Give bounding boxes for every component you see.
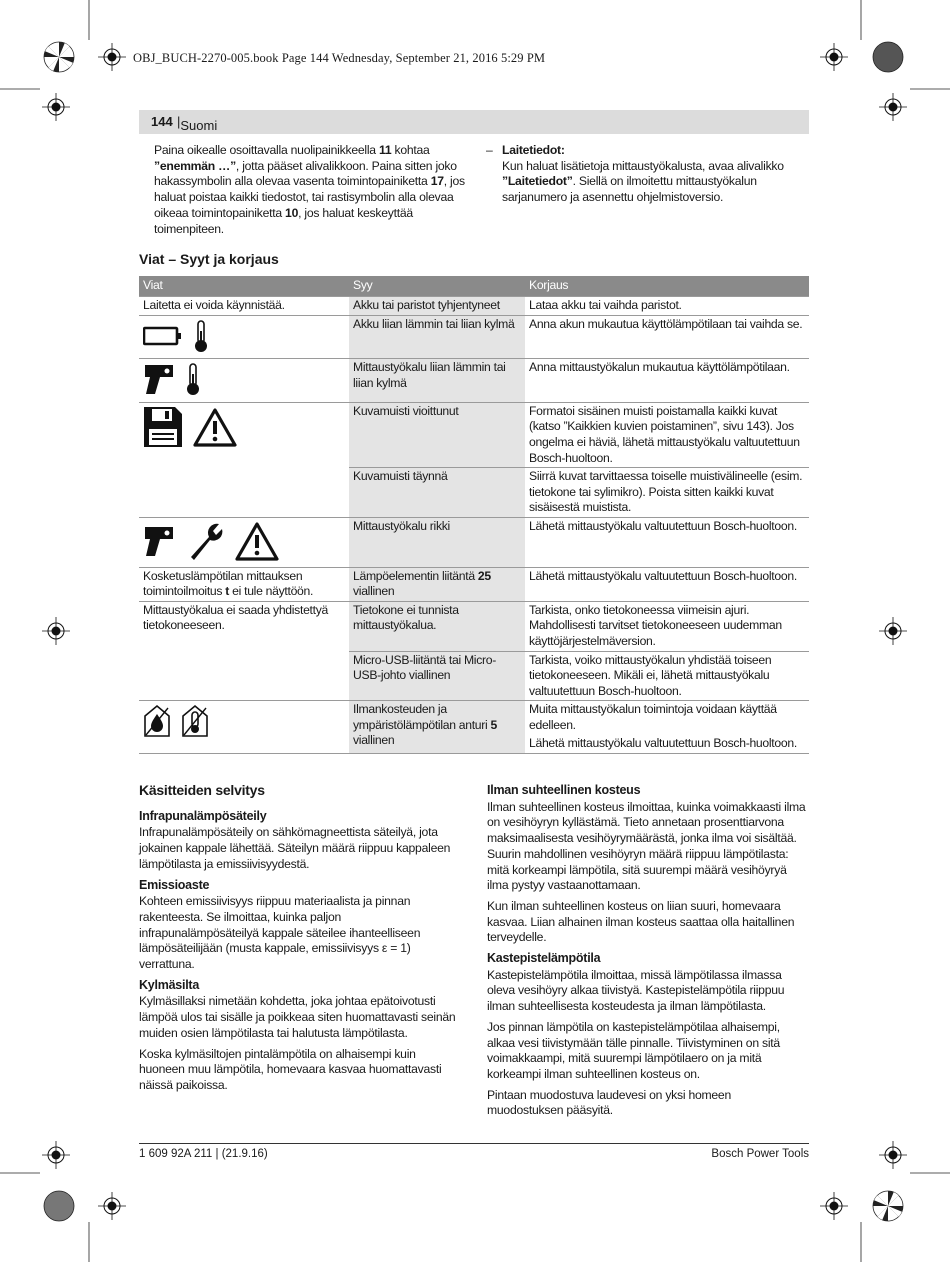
text-segment: Tarkista, voiko mittaustyökalun yhdistää toiseen tietokoneeseen. Mikäli ei, lähetä mittaustyökalu valtuutettuun Bosch-huoltoon.	[529, 652, 772, 698]
footer-brand: Bosch Power Tools	[711, 1148, 809, 1160]
battery-icon	[143, 325, 183, 352]
text-segment: Mittaustyökalua ei saada yhdistettyä tietokoneeseen.	[143, 602, 328, 633]
table-row	[139, 297, 809, 316]
page-number: 144	[151, 114, 173, 129]
cell-syy	[349, 601, 525, 651]
definition-paragraph	[487, 800, 809, 894]
footer-doc-number: 1 609 92A 211 | (21.9.16)	[139, 1148, 268, 1160]
text-segment: Tarkista, onko tietokoneessa viimeisin ajuri. Mahdollisesti tarvitset tietokoneeseen uudemman käyttöjärjestelmäversion.	[529, 602, 782, 648]
humidity-sensor-icon	[143, 704, 171, 743]
cell-syy	[349, 297, 525, 316]
table-row	[139, 517, 809, 567]
cell-viat	[139, 601, 349, 701]
cell-syy	[349, 359, 525, 403]
bold-text: t	[225, 584, 230, 599]
text-segment: Laitetta ei voida käynnistää.	[143, 298, 285, 312]
definition-paragraph	[139, 994, 463, 1041]
faults-table	[139, 276, 809, 754]
measuring-tool-icon	[143, 362, 175, 401]
cell-syy	[349, 517, 525, 567]
remedy-text	[529, 569, 805, 585]
header-viat: Viat	[139, 276, 349, 297]
definitions-right-body	[487, 783, 809, 1119]
definition-heading: Ilman suhteellinen kosteus	[487, 783, 641, 797]
text-segment: Kun ilman suhteellinen kosteus on liian suuri, homevaara kasvaa. Liian alhainen ilman kosteus saattaa olla haitallinen terveydelle.	[487, 898, 795, 945]
text-segment: Paina oikealle osoittavalla nuolipainikkeella	[154, 143, 379, 157]
cell-korjaus	[525, 651, 809, 701]
floppy-disk-icon	[143, 406, 183, 453]
definition-paragraph	[487, 1088, 809, 1119]
cell-viat	[139, 402, 349, 517]
remedy-text	[529, 702, 805, 733]
remedy-text	[529, 736, 805, 752]
definition-heading: Kastepistelämpötila	[487, 951, 601, 966]
definition-paragraph	[139, 825, 463, 872]
text-segment: Pintaan muodostuva laudevesi on yksi homeen muodostuksen pääsyitä.	[487, 1087, 731, 1118]
book-info-line: OBJ_BUCH-2270-005.book Page 144 Wednesday, September 21, 2016 5:29 PM	[133, 51, 546, 65]
header-syy: Syy	[349, 276, 525, 297]
bold-text: 10	[285, 205, 299, 220]
cell-korjaus	[525, 468, 809, 518]
text-segment: Mittaustyökalu rikki	[353, 518, 450, 533]
language-label: Suomi	[180, 118, 218, 133]
text-segment: Akku tai paristot tyhjentyneet	[353, 298, 500, 312]
fault-icons	[143, 360, 345, 401]
text-segment: Jos pinnan lämpötila on kastepistelämpötilaa alhaisempi, alkaa vesi tiivistymään tälle pinnalle. Tiivistyminen on sitä voimakkaampi, mitä suurempi lämpötilaero on ja mitä korkeampi ilman suhteellinen kosteus on.	[487, 1019, 780, 1081]
fault-icons	[143, 702, 345, 743]
text-segment: Formatoi sisäinen muisti poistamalla kaikki kuvat (katso ”Kaikkien kuvien poistaminen”, sivu 143). Jos ongelma ei häviä, lähetä mittaustyökalu valtuutettuun Bosch-huoltoon.	[529, 403, 800, 465]
text-segment: ei tule näyttöön.	[229, 584, 314, 599]
definitions-left-column	[139, 783, 463, 1099]
text-segment: Kylmäsillaksi nimetään kohdetta, joka johtaa epätoivotusti lämpöä ulos tai sisälle ja poikkeaa siten huomattavasti seinän muiden osien lämpötilasta tai halutusta lämpötilasta.	[139, 994, 456, 1040]
cell-syy	[349, 315, 525, 359]
cell-syy	[349, 651, 525, 701]
remedy-text	[529, 298, 805, 314]
text-segment: viallinen	[353, 733, 395, 748]
text-segment: viallinen	[353, 584, 395, 599]
table-row	[139, 601, 809, 651]
text-segment: Siirrä kuvat tarvittaessa toiselle muistivälineelle (esim. tietokone tai sylimikro). Poista sitten kaikki kuvat sisäisestä muistista.	[529, 469, 803, 515]
remedy-text	[529, 653, 805, 700]
table-header-row	[139, 276, 809, 297]
cell-korjaus	[525, 402, 809, 467]
text-segment: , jotta pääset alivalikkoon. Paina sitten joko hakassymbolin alla olevaa vasenta toimintopainiketta	[154, 158, 457, 189]
device-info-title: Laitetiedot:	[502, 143, 565, 157]
warning-icon	[193, 407, 237, 452]
temperature-sensor-icon	[181, 704, 209, 743]
bold-text: ”Laitetiedot”	[502, 174, 573, 189]
text-segment: Akku liian lämmin tai liian kylmä	[353, 316, 515, 331]
remedy-text	[529, 603, 805, 650]
text-segment: Kohteen emissiivisyys riippuu materiaalista ja pinnan rakenteesta. Se ilmoittaa, kuinka paljon infrapunalämpösäteilyä kappale säteilee ihanteelliseen lämpösäteilijään (musta kappale, emissiivisyys ε = 1) verrattuna.	[139, 894, 421, 972]
cell-syy	[349, 402, 525, 467]
warning-icon	[235, 521, 279, 566]
thermometer-icon	[193, 319, 209, 358]
cell-viat	[139, 567, 349, 601]
definition-paragraph	[487, 968, 809, 1015]
text-segment: Lataa akku tai vaihda paristot.	[529, 298, 682, 312]
remedy-text	[529, 317, 805, 333]
text-segment: Ilman suhteellinen kosteus ilmoittaa, kuinka voimakkaasti ilma on vesihöyryn kyllästämä. Tieto annetaan prosenttiarvona maksimaalisesta vesihöyrymäärästä, jonka ilma voi sisältää. Suurin mahdollinen vesihöyryn määrä riippuu lämpötilasta: mitä korkeampi lämpötila, sitä suurempi määrä vesihöyryä ilma pystyy vastaanottamaan.	[487, 799, 806, 893]
cell-korjaus	[525, 701, 809, 754]
text-segment: Ilmankosteuden ja ympäristölämpötilan anturi	[353, 702, 491, 732]
text-segment: Micro-USB-liitäntä tai Micro-USB-johto viallinen	[353, 652, 496, 683]
text-segment: Kastepistelämpötila ilmoittaa, missä lämpötilassa ilmassa oleva vesihöyry alkaa tiivistyä. Kastepistelämpötila riippuu ilman suhteellisesta kosteudesta ja ilman lämpötilasta.	[487, 967, 785, 1014]
bold-text: ”enemmän …”	[154, 158, 236, 173]
text-segment: Kosketuslämpötilan mittauksen toimintoilmoitus	[143, 568, 303, 599]
definition-paragraph	[139, 1047, 463, 1094]
device-info-text	[502, 159, 806, 206]
table-row	[139, 315, 809, 359]
text-segment: kohtaa	[391, 143, 430, 157]
table-row	[139, 359, 809, 403]
cell-korjaus	[525, 517, 809, 567]
header-korjaus: Korjaus	[525, 276, 809, 297]
thermometer-icon	[185, 362, 201, 401]
intro-paragraph-left	[154, 143, 469, 242]
text-segment: Lämpöelementin liitäntä	[353, 568, 478, 583]
definitions-title: Käsitteiden selvitys	[139, 782, 265, 798]
list-dash: –	[486, 143, 493, 157]
cell-viat	[139, 297, 349, 316]
text-segment: Koska kylmäsiltojen pintalämpötila on alhaisempi kuin huoneen muu lämpötila, homevaara kasvaa huomattavasti näissä paikoissa.	[139, 1046, 442, 1092]
text-segment: , jos haluat poistaa kaikki tiedostot, tai rastisymbolin alla olevaa oikeaa toimintopainiketta	[154, 174, 465, 220]
section-title: Viat – Syyt ja korjaus	[139, 251, 279, 267]
text-segment: . Siellä on ilmoitettu mittaustyökalun sarjanumero ja asennettu ohjelmistoversio.	[502, 174, 757, 205]
fault-icons	[143, 519, 345, 566]
cell-korjaus	[525, 567, 809, 601]
text-segment: Kun haluat lisätietoja mittaustyökalusta, avaa alivalikko	[502, 158, 784, 173]
text-segment: Muita mittaustyökalun toimintoja voidaan käyttää edelleen.	[529, 702, 777, 732]
measuring-tool-icon	[143, 524, 175, 563]
text-segment: Lähetä mittaustyökalu valtuutettuun Bosch-huoltoon.	[529, 518, 797, 533]
cell-viat	[139, 517, 349, 567]
wrench-icon	[185, 521, 225, 566]
table-row	[139, 567, 809, 601]
remedy-text	[529, 360, 805, 376]
table-row	[139, 402, 809, 467]
remedy-text	[529, 404, 805, 466]
page-header	[139, 110, 809, 134]
footer-rule	[139, 1143, 809, 1144]
bold-text: 25	[477, 568, 491, 583]
cell-syy	[349, 701, 525, 754]
remedy-text	[529, 469, 805, 516]
cell-korjaus	[525, 359, 809, 403]
bold-text: 11	[378, 143, 392, 157]
cell-viat	[139, 359, 349, 403]
definition-paragraph	[139, 894, 463, 973]
text-segment: Lähetä mittaustyökalu valtuutettuun Bosch-huoltoon.	[529, 568, 797, 583]
cell-syy	[349, 567, 525, 601]
definition-heading: Kylmäsilta	[139, 977, 200, 992]
cell-syy	[349, 468, 525, 518]
cell-viat	[139, 315, 349, 359]
page-language: | Suomi	[177, 114, 218, 133]
text-segment: Infrapunalämpösäteily on sähkömagneettista säteilyä, jota jokainen kappale lähettää. Säteilyn määrä riippuu kappaleen lämpötilasta ja emissiivisyydestä.	[139, 825, 451, 871]
text-segment: , jos haluat keskeyttää toimenpiteen.	[154, 205, 413, 236]
cell-korjaus	[525, 315, 809, 359]
intro-left-text	[154, 143, 469, 237]
text-segment: Kuvamuisti täynnä	[353, 469, 448, 484]
remedy-text	[529, 519, 805, 535]
definition-paragraph	[487, 1020, 809, 1083]
definition-heading: Infrapunalämpösäteily	[139, 808, 267, 823]
definition-heading: Emissioaste	[139, 877, 210, 892]
text-segment: Tietokone ei tunnista mittaustyökalua.	[353, 602, 459, 633]
table-row	[139, 701, 809, 754]
fault-icons	[143, 404, 345, 453]
text-segment: Kuvamuisti vioittunut	[353, 403, 459, 418]
bold-text: 17	[430, 174, 444, 189]
text-segment: Anna mittaustyökalun mukautua käyttölämpötilaan.	[529, 360, 790, 375]
cell-viat	[139, 701, 349, 754]
cell-korjaus	[525, 297, 809, 316]
text-segment: Mittaustyökalu liian lämmin tai liian kylmä	[353, 360, 506, 390]
text-segment: Lähetä mittaustyökalu valtuutettuun Bosch-huoltoon.	[529, 736, 797, 751]
faults-table-body	[139, 297, 809, 754]
text-segment: Anna akun mukautua käyttölämpötilaan tai vaihda se.	[529, 316, 803, 331]
intro-paragraph-right	[486, 143, 806, 206]
definitions-left-body	[139, 809, 463, 1094]
fault-icons	[143, 317, 345, 358]
cell-korjaus	[525, 601, 809, 651]
definition-paragraph	[487, 899, 809, 946]
bold-text: 5	[490, 717, 498, 732]
definitions-right-column	[487, 783, 809, 1124]
